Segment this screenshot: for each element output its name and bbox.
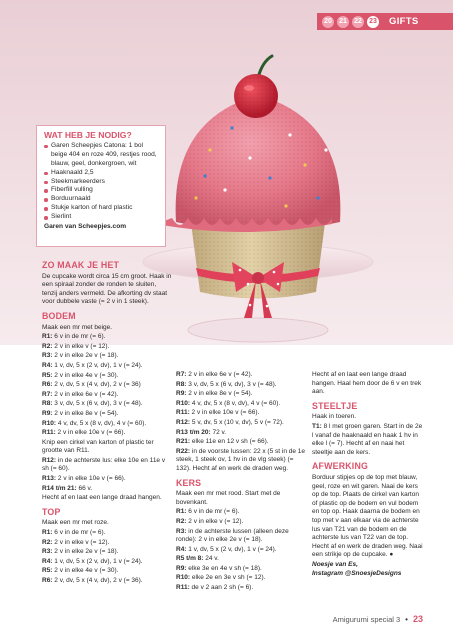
row-label: R12: [176,418,191,426]
row-label: R10: [176,399,191,407]
materials-box [36,125,166,247]
row-text: 6 v in de mr (= 6). [54,529,106,537]
row-text: 1 v, dv, 5 x (2 v, dv), 1 v (= 24). [188,545,277,553]
row-text: 2 v in elke v (= 12). [54,342,110,350]
row-label: R4: [42,361,53,369]
row-label: R3: [42,352,53,360]
row-label: R4: [176,545,187,553]
bodem-intro: Maak een mr met beige. [42,323,113,331]
steeltje-heading: STEELTJE [312,400,358,411]
row-text: 4 v, dv, 5 x (8 v, dv), 4 v (= 60). [57,419,147,427]
bodem-rows-2 [42,457,173,493]
pattern-row [176,508,308,517]
pattern-row [176,429,308,438]
row-text: elke 3e en 4e v sh (= 18). [188,564,262,572]
pattern-row [42,381,173,390]
kers-intro: Maak een mr met rood. Start met de bovenkant. [176,490,281,506]
pattern-row [42,372,173,381]
pattern-row [176,584,308,593]
row-text: 2 v in elke 10e v (= 66). [191,409,260,417]
page-dot-2: 21 [337,16,349,28]
row-text: 72 v. [212,428,227,436]
top-rows-continued [176,371,308,474]
bodem-heading: BODEM [42,310,76,321]
pattern-row [42,343,173,352]
pattern-row [42,529,173,538]
pattern-row [42,333,173,342]
intro-heading: ZO MAAK JE HET [42,260,120,270]
row-text: 1 v, dv, 5 x (2 v, dv), 1 v (= 24). [54,557,143,565]
column-3 [312,371,424,580]
materials-item: Steekmarkeerders [44,178,158,187]
pattern-row [42,558,173,567]
row-label: R10: [176,574,191,582]
pattern-row [176,400,308,409]
row-label: R4: [42,557,53,565]
row-label: R3: [176,527,187,535]
row-text: elke 11e en 12 v sh (= 66). [191,438,269,446]
row-text: 8 l met groen garen. Start in de 2e l vanaf de haaknaald en haak 1 hv in elke l (= 7). Hecht af en naai het steeltje aan de kers. [312,422,423,456]
row-text: elke 2e en 3e v sh (= 12). [191,574,266,582]
bodem-rows [42,333,173,438]
magazine-name: Amigurumi special 3 [332,614,401,624]
row-text: 3 v, dv, 5 x (6 v, dv), 3 v (= 48). [188,380,277,388]
row-label: R2: [176,517,187,525]
row-label: R1: [176,508,187,516]
row-text: 2 v in elke 2e v (= 18). [54,548,119,556]
pattern-row [176,555,308,564]
row-label: R13 t/m 20: [176,428,211,436]
row-label: R9: [176,564,187,572]
pattern-row [42,420,173,429]
pattern-row [312,423,424,457]
row-text: 2 v, dv, 5 x (4 v, dv), 2 v (= 36). [54,577,143,584]
pattern-row [176,409,308,418]
row-text: 6 v in de mr (= 6). [188,508,240,516]
row-text: 2 v, dv, 5 x (4 v, dv), 2 v (= 36) [54,381,141,389]
afwerking-text: Borduur stipjes op de top met blauw, geel, roze en wit garen. Naai de kers op de top. Plaats de cirkel van karton of plastic op de bodem en vul bodem en top op. Haak daarna de bodem en top met v aan elkaar via de achterste lus van T21 van de bodem en de achterste lus van T22 van de top. Hecht af en werk de draden weg. Naai een strikje op de cupcake. ● [312,473,423,559]
row-text: 2 v in elke 2e v (= 18). [54,352,119,360]
row-label: R13: [42,475,57,483]
intro-text: De cupcake wordt circa 15 cm groot. Haak in een spiraal zonder de ronden te sluiten, tenzij anders vermeld. De afkorting dv staat voor dubbele vaste (= 2 v in 1 steek). [42,272,172,306]
pattern-row [42,539,173,548]
row-text: in de achterste lussen (alleen deze ronde): 2 v in elke 2e v (= 18). [176,527,289,544]
row-label: R9: [176,390,187,398]
row-text: 2 v in elke v (= 12). [188,517,244,525]
page-footer [333,614,423,624]
pattern-row [176,574,308,583]
pattern-row [42,429,173,438]
footer-bullet: • [405,614,408,624]
row-text: 1 v, dv, 5 x (2 v, dv), 1 v (= 24). [54,361,143,369]
materials-item: Borduurnaald [44,195,158,204]
cherry [234,56,278,118]
row-label: R8: [42,400,53,408]
row-text: in de voorste lussen: 22 x (5 st in de 1e steek, 1 steek ov, 1 hv in de vlg steek) (= 132). Hecht af en werk de draden weg. [176,447,305,472]
steeltje-rows [312,423,424,457]
row-label: R1: [42,333,53,341]
row-label: R5: [42,567,53,575]
pattern-row [42,410,173,419]
row-label: R6: [42,577,53,584]
row-text: 66 v. [78,484,93,492]
row-label: R6: [42,381,53,389]
row-label: R22: [176,447,191,455]
pattern-row [42,352,173,361]
row-label: R11: [176,409,190,417]
row-text: 5 v, dv, 5 x (10 v, dv), 5 v (= 72). [191,418,284,426]
pattern-row [42,548,173,557]
row-label: R21: [176,438,191,446]
pattern-row [42,391,173,400]
steeltje-intro: Haak in toeren. [312,413,357,421]
materials-item: Stukje karton of hard plastic [44,204,158,213]
materials-item: Fiberfill vulling [44,186,158,195]
pattern-row [176,390,308,399]
pattern-row [176,381,308,390]
row-text: 2 v in elke 6e v (= 42). [188,371,253,378]
row-label: R12: [42,456,57,464]
pattern-row [176,371,308,380]
kers-finish: Hecht af en laat een lange draad hangen. Haal hem door de 6 v en trek aan. [312,371,422,396]
section-header-band [317,13,453,30]
row-label: R10: [42,419,57,427]
row-label: R1: [42,529,53,537]
pattern-row [42,577,173,586]
row-label: R2: [42,538,53,546]
page-dot-1: 20 [322,16,334,28]
pattern-row [42,485,173,494]
pattern-row [42,362,173,371]
bodem-note: Knip een cirkel van karton of plastic ter grootte van R11. [42,438,154,455]
column-1 [42,261,173,587]
page-number: 23 [412,614,423,624]
row-text: 24 v. [205,555,219,563]
pattern-row [42,457,173,474]
section-label: GIFTS [389,16,419,27]
row-label: R8: [176,380,187,388]
kers-rows [176,508,308,592]
page-dot-3: 22 [352,16,364,28]
row-text: de v 2 aan 2 sh (= 6). [191,584,254,592]
row-text: 2 v in elke v (= 12). [54,538,110,546]
pattern-row [176,546,308,555]
row-text: 3 v, dv, 5 x (6 v, dv), 3 v (= 48). [54,400,143,408]
kers-heading: KERS [176,477,202,488]
materials-title: WAT HEB JE NODIG? [44,130,132,140]
row-label: R5: [42,371,53,379]
row-label: R11: [176,584,190,592]
top-rows [42,529,173,586]
designer-instagram: Instagram @SnoesjeDesigns [312,570,402,578]
materials-item: Garen Scheepjes Catona: 1 bol beige 404 en roze 409, restjes rood, blauw, geel, donkergroen, wit [44,142,158,169]
top-intro: Maak een mr met roze. [42,519,109,527]
pattern-row [176,419,308,428]
pattern-row [42,400,173,409]
row-label: R7: [176,371,187,378]
pattern-row [176,518,308,527]
pattern-row [42,567,173,576]
yarn-source: Garen van Scheepjes.com [44,223,127,231]
row-label: R3: [42,548,53,556]
row-label: R7: [42,390,53,398]
bodem-end-note: Hecht af en laat een lange draad hangen. [42,494,162,502]
pattern-row [42,475,173,484]
row-label: R9: [42,409,53,417]
row-label: R5 t/m 8: [176,555,204,563]
row-text: 2 v in elke 8e v (= 54). [188,390,253,398]
row-text: 2 v in elke 10e v (= 66). [57,429,126,437]
row-label: R14 t/m 21: [42,484,77,492]
materials-item: Sierlint [44,213,158,222]
page-dot-4: 23 [367,16,379,28]
afwerking-heading: AFWERKING [312,461,369,472]
row-label: T1: [312,422,322,430]
pattern-row [176,565,308,574]
row-label: R11: [42,429,56,437]
pattern-row [176,438,308,447]
materials-item: Haaknaald 2,5 [44,169,158,178]
materials-list [44,142,158,222]
pattern-row [176,528,308,545]
row-text: 4 v, dv, 5 x (8 v, dv), 4 v (= 60). [191,399,281,407]
row-text: 6 v in de mr (= 6). [54,333,106,341]
row-text: 2 v in elke 8e v (= 54). [54,409,119,417]
row-text: 2 v in elke 4e v (= 30). [54,371,119,379]
designer-credit: Noesje van Es, [312,560,358,568]
top-heading: TOP [42,506,61,517]
row-text: 2 v in elke 6e v (= 42). [54,390,119,398]
column-2 [176,371,308,594]
pattern-row [176,448,308,474]
row-text: 2 v in elke 4e v (= 30). [54,567,119,575]
row-text: in de achterste lus: elke 10e en 11e v sh (= 60). [42,456,166,473]
row-label: R2: [42,342,53,350]
row-text: 2 v in elke 10e v (= 66). [57,475,126,483]
